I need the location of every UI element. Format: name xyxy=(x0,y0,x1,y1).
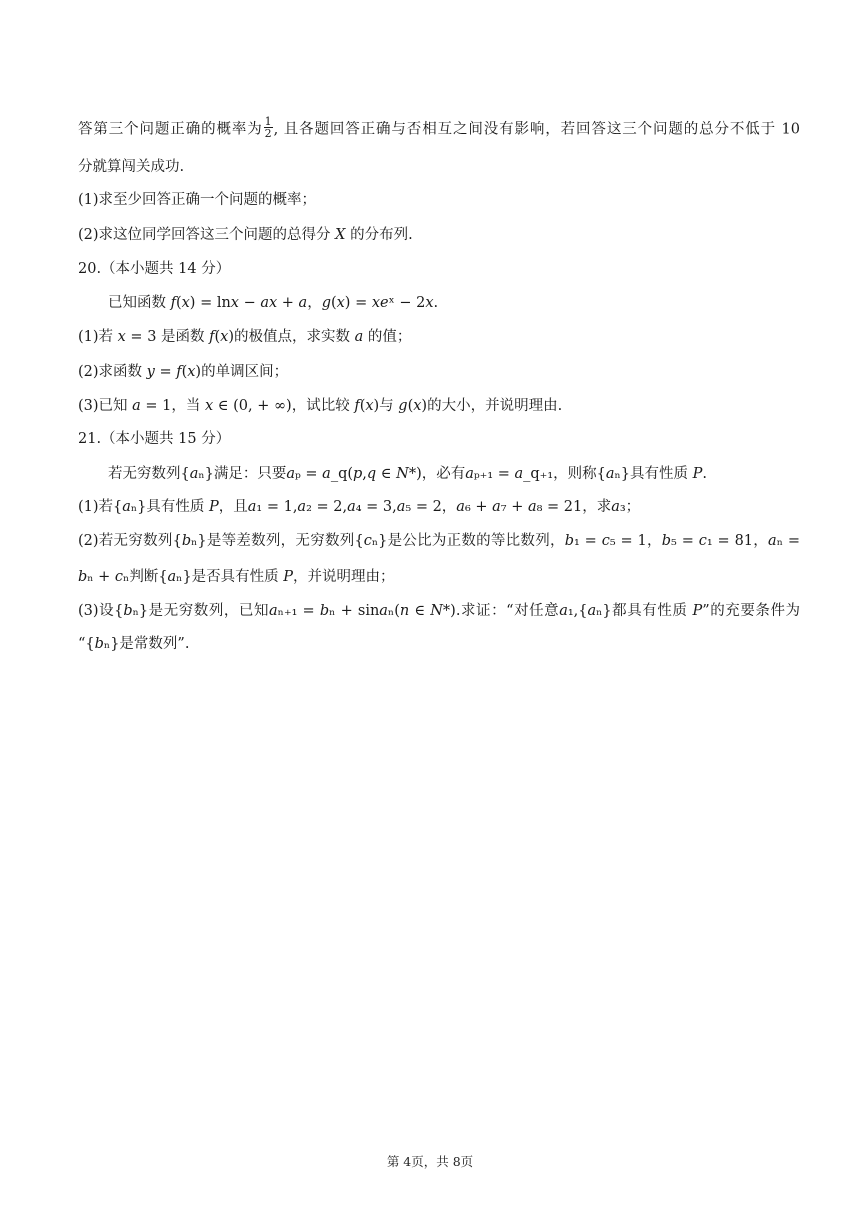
q19-line2: 分就算闯关成功. xyxy=(78,159,185,175)
q21-part1: (1)若{𝑎ₙ}具有性质 𝑃，且𝑎₁ = 1,𝑎₂ = 2,𝑎₄ = 3,𝑎₅ = 2，𝑎₆ + 𝑎₇ + 𝑎₈ = 21，求𝑎₃； xyxy=(78,499,641,515)
q19-line1 xyxy=(78,115,800,141)
q20-header: 20.（本小题共 14 分） xyxy=(78,261,231,277)
q21-part3-line1: (3)设{𝑏ₙ}是无穷数列，已知𝑎ₙ₊₁ = 𝑏ₙ + sin𝑎ₙ(𝑛 ∈ 𝑁*).求证：“对任意𝑎₁,{𝑎ₙ}都具有性质 𝑃”的充要条件为 xyxy=(78,603,800,619)
q20-stem: 已知函数 𝑓(𝑥) = ln𝑥 − 𝑎𝑥 + 𝑎，𝑔(𝑥) = 𝑥𝑒ˣ − 2𝑥. xyxy=(108,295,439,311)
q21-stem: 若无穷数列{𝑎ₙ}满足：只要𝑎ₚ = 𝑎_q(𝑝,𝑞 ∈ 𝑁*)，必有𝑎ₚ₊₁ = 𝑎_q₊₁，则称{𝑎ₙ}具有性质 𝑃. xyxy=(108,466,707,482)
q20-part1: (1)若 𝑥 = 3 是函数 𝑓(𝑥)的极值点，求实数 𝑎 的值； xyxy=(78,329,412,345)
q20-part2: (2)求函数 𝑦 = 𝑓(𝑥)的单调区间； xyxy=(78,364,289,380)
q19-line1-before: 答第三个问题正确的概率为 xyxy=(78,121,263,138)
page-footer: 第 4页，共 8页 xyxy=(386,1154,474,1169)
q20-part3: (3)已知 𝑎 = 1，当 𝑥 ∈ (0, + ∞)，试比较 𝑓(𝑥)与 𝑔(𝑥)的大小，并说明理由. xyxy=(78,398,563,414)
q21-part2-line2: 𝑏ₙ + 𝑐ₙ判断{𝑎ₙ}是否具有性质 𝑃，并说明理由； xyxy=(78,569,395,585)
q19-part2: (2)求这位同学回答这三个问题的总得分 𝑋 的分布列. xyxy=(78,227,413,243)
q19-part1: (1)求至少回答正确一个问题的概率； xyxy=(78,192,317,208)
q21-part3-line2: “{𝑏ₙ}是常数列”. xyxy=(78,636,190,652)
fraction-denominator: 2 xyxy=(264,127,272,140)
fraction-numerator: 1 xyxy=(264,115,272,128)
q21-header: 21.（本小题共 15 分） xyxy=(78,431,231,447)
probability-fraction xyxy=(264,116,273,139)
q21-part2-line1: (2)若无穷数列{𝑏ₙ}是等差数列，无穷数列{𝑐ₙ}是公比为正数的等比数列，𝑏₁ = 𝑐₅ = 1，𝑏₅ = 𝑐₁ = 81，𝑎ₙ = xyxy=(78,533,800,549)
q19-line1-after: , 且各题回答正确与否相互之间没有影响，若回答这三个问题的总分不低于 10 xyxy=(273,121,800,138)
